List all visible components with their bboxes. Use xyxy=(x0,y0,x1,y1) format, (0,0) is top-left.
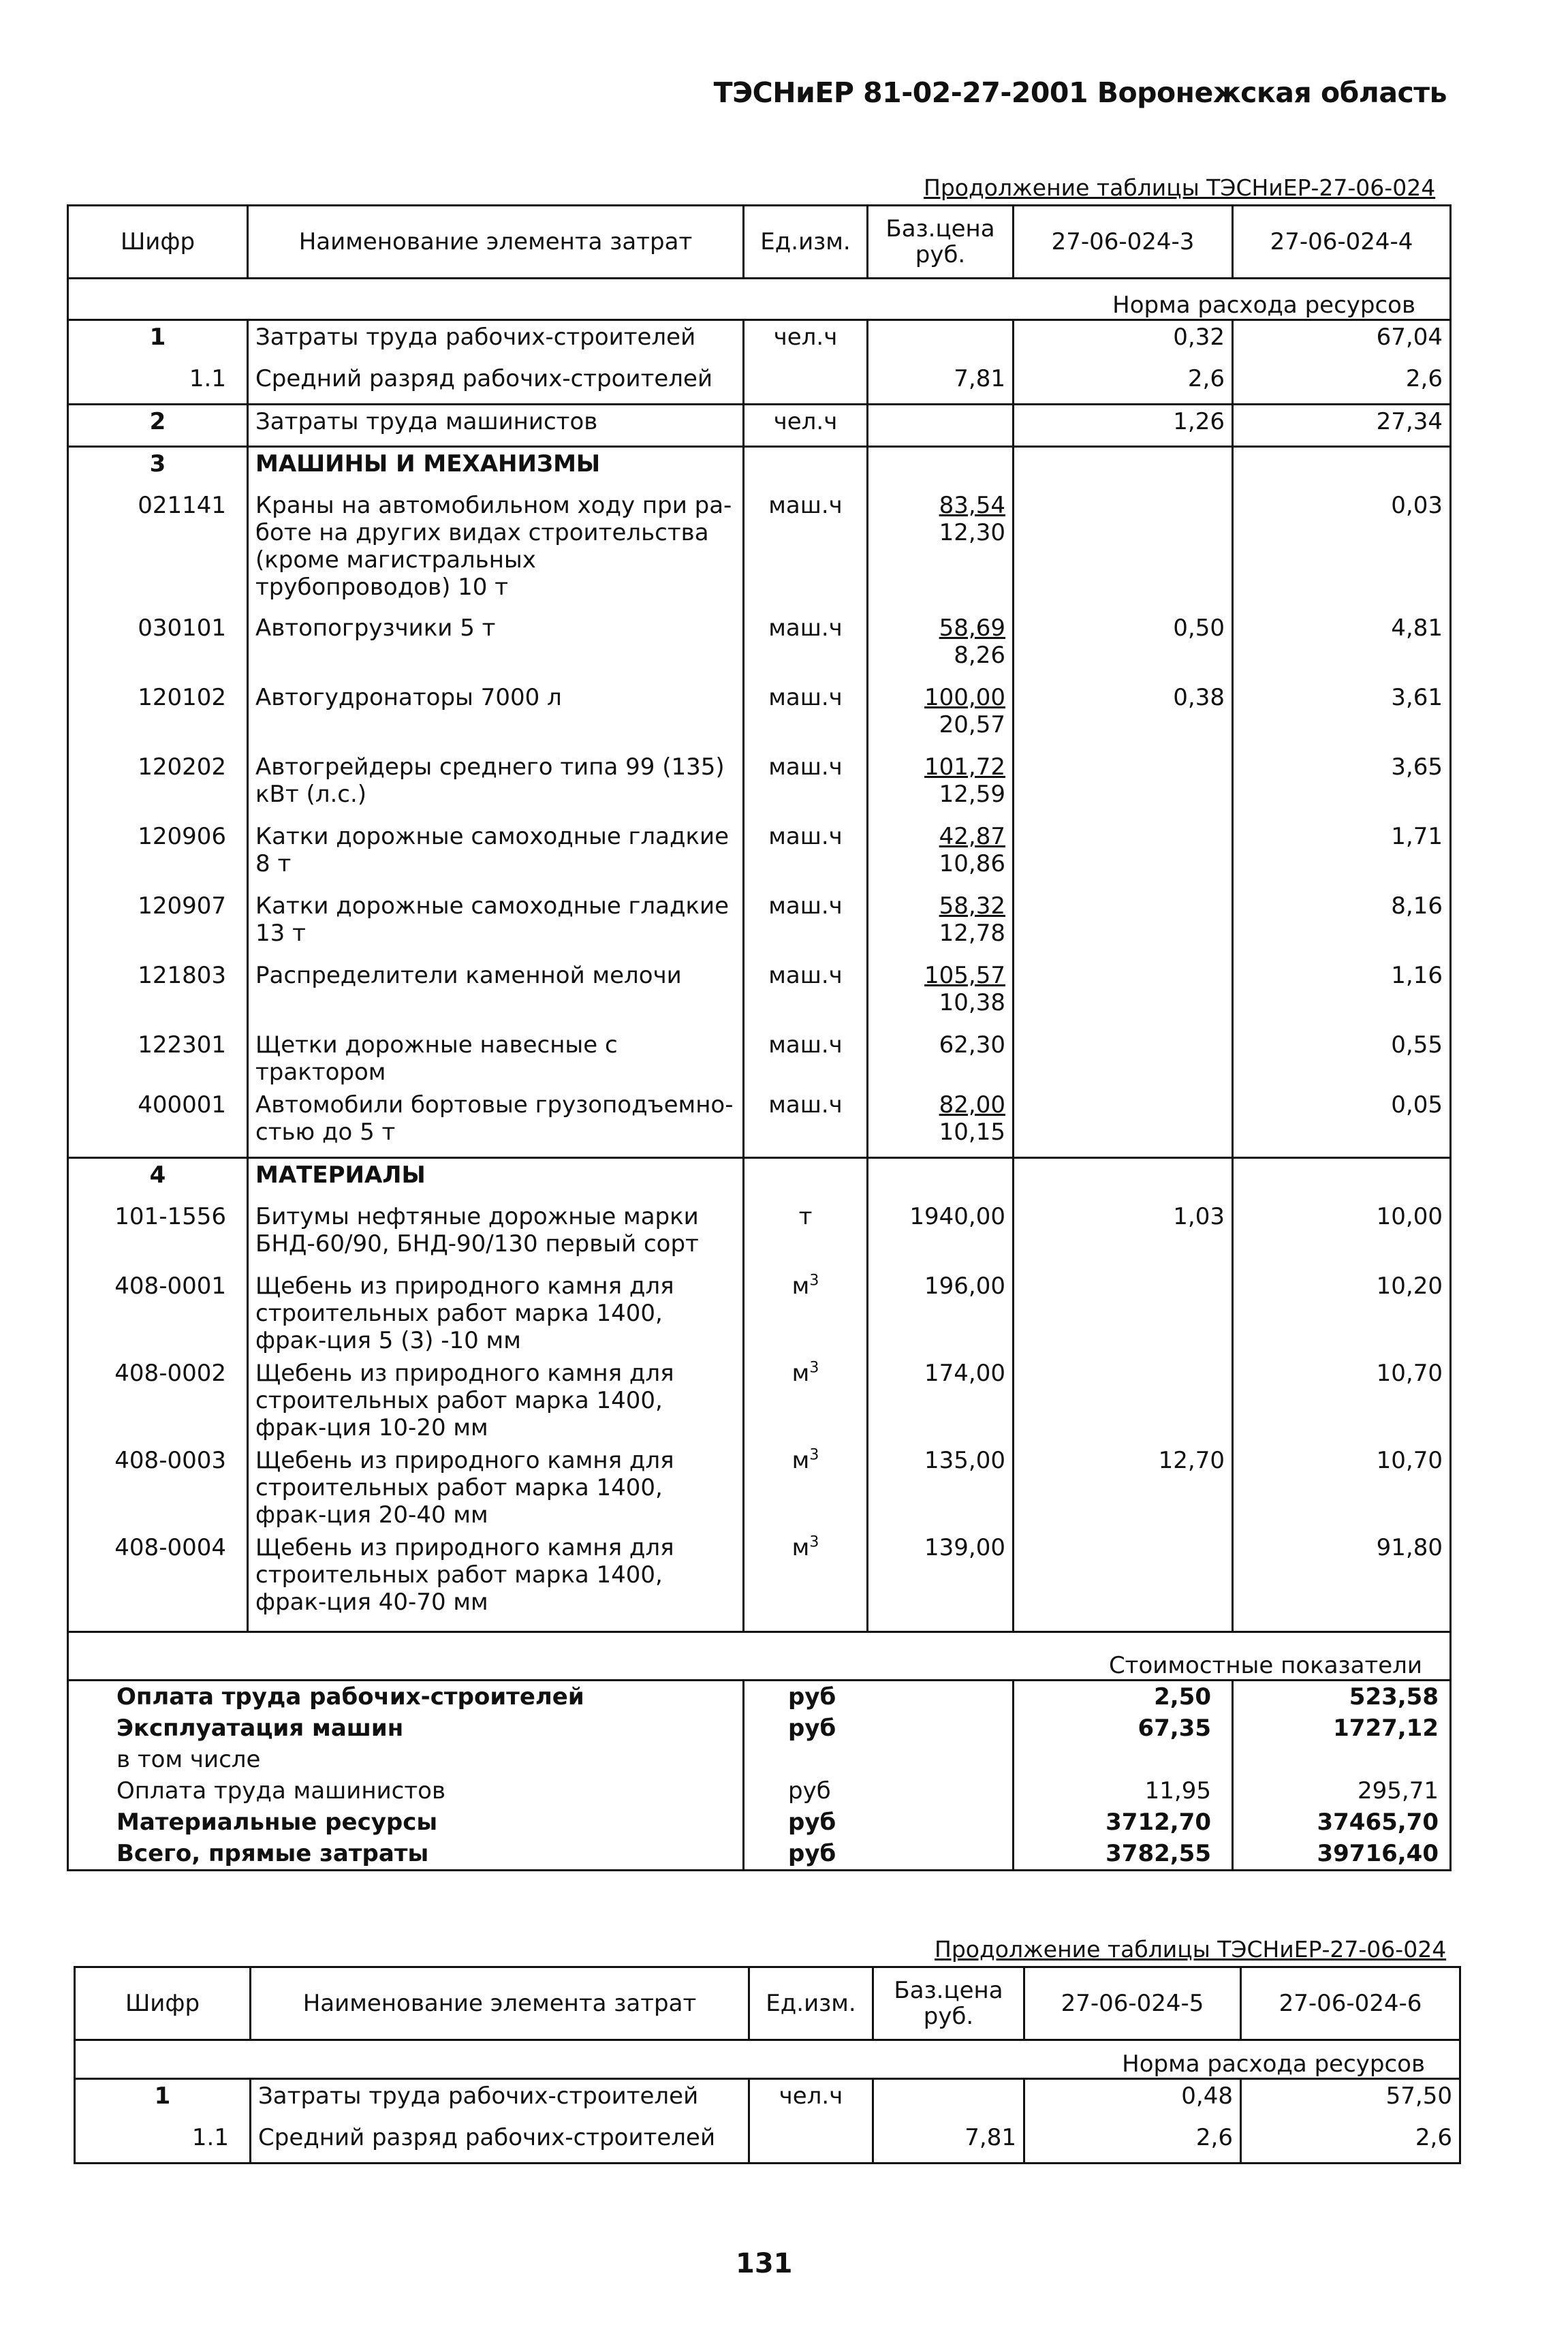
cost-value-variant-4: 295,71 xyxy=(1233,1775,1451,1807)
row-base-price xyxy=(868,405,1014,447)
row-value-variant-3 xyxy=(1014,959,1233,1029)
price-wages: 10,86 xyxy=(939,849,1005,877)
row-value-variant-3 xyxy=(1014,447,1233,489)
row-value-variant-4: 0,03 xyxy=(1233,489,1451,612)
cost-name: Материальные ресурсы xyxy=(68,1807,744,1838)
row-code: 030101 xyxy=(68,612,248,681)
row-name: МАШИНЫ И МЕХАНИЗМЫ xyxy=(248,447,744,489)
row-base-price: 135,00 xyxy=(868,1444,1014,1531)
col-header-code: Шифр xyxy=(68,206,248,279)
price-wages: 12,59 xyxy=(939,780,1005,808)
row-name: Щебень из природного камня для строительных работ марка 1400, фрак-ция 10-20 мм xyxy=(248,1357,744,1444)
table-row xyxy=(68,1029,1451,1089)
row-base-price xyxy=(868,1089,1014,1158)
row-code: 1.1 xyxy=(75,2121,251,2164)
col-header-variant-6: 27-06-024-6 xyxy=(1241,1967,1460,2040)
price-total: 101,72 xyxy=(924,753,1005,781)
row-value-variant-3: 2,6 xyxy=(1014,362,1233,405)
row-value-variant-3 xyxy=(1014,1089,1233,1158)
price-wages: 10,15 xyxy=(939,1118,1005,1146)
row-unit: маш.ч xyxy=(744,751,868,820)
row-value-variant-4: 0,55 xyxy=(1233,1029,1451,1089)
row-code: 120906 xyxy=(68,820,248,890)
unit-superscript: 3 xyxy=(809,1446,819,1464)
row-value-variant-4: 4,81 xyxy=(1233,612,1451,681)
row-unit: маш.ч xyxy=(744,890,868,959)
row-unit: маш.ч xyxy=(744,959,868,1029)
table-row xyxy=(68,447,1451,489)
col-header-code: Шифр xyxy=(75,1967,251,2040)
row-code: 021141 xyxy=(68,489,248,612)
row-name: Автогрейдеры среднего типа 99 (135) кВт (л.с.) xyxy=(248,751,744,820)
table-row xyxy=(68,681,1451,751)
row-value-variant-3 xyxy=(1014,1270,1233,1357)
table-row xyxy=(68,320,1451,362)
row-unit: маш.ч xyxy=(744,612,868,681)
price-total: 105,57 xyxy=(924,961,1005,989)
cost-name: в том числе xyxy=(68,1744,744,1775)
cost-unit: руб xyxy=(744,1838,1014,1871)
price-total: 100,00 xyxy=(924,683,1005,711)
row-name: Краны на автомобильном ходу при ра-боте на других видах строительства (кроме магистральных трубопроводов) 10 т xyxy=(248,489,744,612)
table-row xyxy=(68,489,1451,612)
cost-value-variant-4: 523,58 xyxy=(1233,1681,1451,1713)
row-value-variant-3: 12,70 xyxy=(1014,1444,1233,1531)
row-unit xyxy=(744,362,868,405)
row-base-price xyxy=(868,447,1014,489)
row-value-variant-4: 3,65 xyxy=(1233,751,1451,820)
cost-row xyxy=(68,1681,1451,1713)
row-base-price xyxy=(868,320,1014,362)
row-code: 1.1 xyxy=(68,362,248,405)
row-code: 121803 xyxy=(68,959,248,1029)
row-code: 3 xyxy=(68,447,248,489)
row-value-variant-4: 10,00 xyxy=(1233,1200,1451,1270)
row-value-variant-6: 57,50 xyxy=(1241,2079,1460,2121)
row-unit: $м^3$ xyxy=(744,1531,868,1632)
row-value-variant-3 xyxy=(1014,1531,1233,1632)
cost-row xyxy=(68,1807,1451,1838)
row-code: 408-0001 xyxy=(68,1270,248,1357)
price-wages: 8,26 xyxy=(954,641,1005,669)
col-header-variant-3: 27-06-024-3 xyxy=(1014,206,1233,279)
cost-row xyxy=(68,1713,1451,1744)
row-unit: т xyxy=(744,1200,868,1270)
row-base-price: 139,00 xyxy=(868,1531,1014,1632)
row-name: Затраты труда рабочих-строителей xyxy=(248,320,744,362)
cost-unit: руб xyxy=(744,1713,1014,1744)
price-total: 58,32 xyxy=(939,892,1005,920)
row-base-price: 62,30 xyxy=(868,1029,1014,1089)
row-base-price xyxy=(873,2079,1024,2121)
norm-label: Норма расхода ресурсов xyxy=(68,279,1451,320)
row-value-variant-4: 8,16 xyxy=(1233,890,1451,959)
col-header-name: Наименование элемента затрат xyxy=(251,1967,749,2040)
row-unit: чел.ч xyxy=(744,405,868,447)
table-row xyxy=(75,2079,1460,2121)
row-unit xyxy=(744,1158,868,1200)
row-name: Щебень из природного камня для строительных работ марка 1400, фрак-ция 5 (3) -10 мм xyxy=(248,1270,744,1357)
row-value-variant-3: 1,03 xyxy=(1014,1200,1233,1270)
row-unit: маш.ч xyxy=(744,820,868,890)
row-name: Щебень из природного камня для строительных работ марка 1400, фрак-ция 40-70 мм xyxy=(248,1531,744,1632)
row-value-variant-4 xyxy=(1233,1158,1451,1200)
row-unit: маш.ч xyxy=(744,1089,868,1158)
row-value-variant-3 xyxy=(1014,1357,1233,1444)
col-header-variant-5: 27-06-024-5 xyxy=(1024,1967,1241,2040)
row-value-variant-3: 0,32 xyxy=(1014,320,1233,362)
table1-continuation-label: Продолжение таблицы ТЭСНиЕР-27-06-024 xyxy=(924,174,1436,201)
row-unit: чел.ч xyxy=(749,2079,873,2121)
price-wages: 12,78 xyxy=(939,919,1005,947)
row-unit: маш.ч xyxy=(744,1029,868,1089)
row-value-variant-4: 0,05 xyxy=(1233,1089,1451,1158)
row-value-variant-4: 10,70 xyxy=(1233,1357,1451,1444)
document-header-title: ТЭСНиЕР 81-02-27-2001 Воронежская область xyxy=(713,76,1447,109)
row-code: 1 xyxy=(75,2079,251,2121)
row-value-variant-4: 3,61 xyxy=(1233,681,1451,751)
table-row xyxy=(68,1444,1451,1531)
row-code: 408-0004 xyxy=(68,1531,248,1632)
cost-value-variant-3: 2,50 xyxy=(1014,1681,1233,1713)
cost-row xyxy=(68,1744,1451,1775)
row-name: Катки дорожные самоходные гладкие 8 т xyxy=(248,820,744,890)
cost-name: Оплата труда рабочих-строителей xyxy=(68,1681,744,1713)
row-value-variant-4: 2,6 xyxy=(1233,362,1451,405)
row-unit: маш.ч xyxy=(744,681,868,751)
row-base-price: 7,81 xyxy=(868,362,1014,405)
row-base-price: 196,00 xyxy=(868,1270,1014,1357)
row-unit: $м^3$ xyxy=(744,1444,868,1531)
row-base-price xyxy=(868,489,1014,612)
row-base-price xyxy=(868,959,1014,1029)
cost-value-variant-3 xyxy=(1014,1744,1233,1775)
cost-unit: руб xyxy=(744,1775,1014,1807)
cost-value-variant-4: 39716,40 xyxy=(1233,1838,1451,1871)
price-total: 42,87 xyxy=(939,822,1005,850)
cost-header-row xyxy=(68,1632,1451,1681)
row-unit: чел.ч xyxy=(744,320,868,362)
unit-superscript: 3 xyxy=(809,1533,819,1551)
row-name: Автогудронаторы 7000 л xyxy=(248,681,744,751)
row-base-price xyxy=(868,612,1014,681)
row-base-price xyxy=(868,1158,1014,1200)
row-base-price: 174,00 xyxy=(868,1357,1014,1444)
cost-unit xyxy=(744,1744,1014,1775)
row-unit: $м^3$ xyxy=(744,1357,868,1444)
row-code: 2 xyxy=(68,405,248,447)
row-code: 122301 xyxy=(68,1029,248,1089)
row-name: Распределители каменной мелочи xyxy=(248,959,744,1029)
cost-label: Стоимостные показатели xyxy=(68,1632,1451,1681)
row-base-price xyxy=(868,751,1014,820)
row-name: Битумы нефтяные дорожные марки БНД-60/90, БНД-90/130 первый сорт xyxy=(248,1200,744,1270)
price-total: 83,54 xyxy=(939,491,1005,519)
row-code: 101-1556 xyxy=(68,1200,248,1270)
col-header-price: Баз.цена руб. xyxy=(873,1967,1024,2040)
row-value-variant-4: 91,80 xyxy=(1233,1531,1451,1632)
row-name: Катки дорожные самоходные гладкие 13 т xyxy=(248,890,744,959)
table-row xyxy=(68,890,1451,959)
row-value-variant-4: 67,04 xyxy=(1233,320,1451,362)
cost-row xyxy=(68,1838,1451,1871)
table-row xyxy=(68,362,1451,405)
row-value-variant-3 xyxy=(1014,489,1233,612)
cost-value-variant-4 xyxy=(1233,1744,1451,1775)
cost-value-variant-3: 67,35 xyxy=(1014,1713,1233,1744)
table-row xyxy=(68,1357,1451,1444)
row-name: Средний разряд рабочих-строителей xyxy=(248,362,744,405)
row-name: Щебень из природного камня для строительных работ марка 1400, фрак-ция 20-40 мм xyxy=(248,1444,744,1531)
row-value-variant-3 xyxy=(1014,820,1233,890)
row-value-variant-4 xyxy=(1233,447,1451,489)
table-row xyxy=(68,751,1451,820)
col-header-unit: Ед.изм. xyxy=(744,206,868,279)
cost-name: Оплата труда машинистов xyxy=(68,1775,744,1807)
table-row xyxy=(68,1089,1451,1158)
row-unit: маш.ч xyxy=(744,489,868,612)
row-code: 1 xyxy=(68,320,248,362)
row-code: 120202 xyxy=(68,751,248,820)
cost-value-variant-3: 11,95 xyxy=(1014,1775,1233,1807)
row-name: Автопогрузчики 5 т xyxy=(248,612,744,681)
row-value-variant-3: 1,26 xyxy=(1014,405,1233,447)
row-base-price xyxy=(868,820,1014,890)
table-row xyxy=(68,612,1451,681)
table-row xyxy=(75,2121,1460,2164)
row-code: 400001 xyxy=(68,1089,248,1158)
row-name: Затраты труда рабочих-строителей xyxy=(251,2079,749,2121)
row-name: Автомобили бортовые грузоподъемно-стью до 5 т xyxy=(248,1089,744,1158)
row-base-price: 7,81 xyxy=(873,2121,1024,2164)
cost-value-variant-4: 1727,12 xyxy=(1233,1713,1451,1744)
row-value-variant-5: 0,48 xyxy=(1024,2079,1241,2121)
col-header-name: Наименование элемента затрат xyxy=(248,206,744,279)
cost-unit: руб xyxy=(744,1681,1014,1713)
cost-value-variant-4: 37465,70 xyxy=(1233,1807,1451,1838)
row-name: Средний разряд рабочих-строителей xyxy=(251,2121,749,2164)
price-total: 82,00 xyxy=(939,1091,1005,1119)
row-code: 4 xyxy=(68,1158,248,1200)
row-value-variant-3 xyxy=(1014,1158,1233,1200)
row-value-variant-4: 10,20 xyxy=(1233,1270,1451,1357)
col-header-unit: Ед.изм. xyxy=(749,1967,873,2040)
cost-name: Эксплуатация машин xyxy=(68,1713,744,1744)
row-value-variant-3 xyxy=(1014,890,1233,959)
cost-name: Всего, прямые затраты xyxy=(68,1838,744,1871)
row-base-price xyxy=(868,890,1014,959)
table-row xyxy=(68,959,1451,1029)
price-wages: 20,57 xyxy=(939,711,1005,738)
cost-row xyxy=(68,1775,1451,1807)
price-total: 58,69 xyxy=(939,614,1005,642)
row-code: 408-0002 xyxy=(68,1357,248,1444)
row-name: Щетки дорожные навесные с трактором xyxy=(248,1029,744,1089)
row-code: 408-0003 xyxy=(68,1444,248,1531)
cost-unit: руб xyxy=(744,1807,1014,1838)
cost-value-variant-3: 3782,55 xyxy=(1014,1838,1233,1871)
table-row xyxy=(68,1270,1451,1357)
row-name: МАТЕРИАЛЫ xyxy=(248,1158,744,1200)
table-row xyxy=(68,1531,1451,1632)
resource-table-1 xyxy=(67,204,1452,1871)
row-unit xyxy=(744,447,868,489)
col-header-price: Баз.цена руб. xyxy=(868,206,1014,279)
row-value-variant-4: 1,71 xyxy=(1233,820,1451,890)
norm-label: Норма расхода ресурсов xyxy=(75,2040,1460,2079)
row-base-price xyxy=(868,681,1014,751)
price-wages: 10,38 xyxy=(939,988,1005,1016)
row-unit xyxy=(749,2121,873,2164)
price-wages: 12,30 xyxy=(939,518,1005,546)
row-value-variant-3: 0,50 xyxy=(1014,612,1233,681)
table-row xyxy=(68,1158,1451,1200)
table-row xyxy=(68,1200,1451,1270)
row-code: 120102 xyxy=(68,681,248,751)
row-value-variant-6: 2,6 xyxy=(1241,2121,1460,2164)
table-row xyxy=(68,820,1451,890)
row-unit: $м^3$ xyxy=(744,1270,868,1357)
unit-superscript: 3 xyxy=(809,1272,819,1290)
unit-superscript: 3 xyxy=(809,1359,819,1377)
row-value-variant-3 xyxy=(1014,1029,1233,1089)
page-number: 131 xyxy=(736,2248,793,2279)
col-header-variant-4: 27-06-024-4 xyxy=(1233,206,1451,279)
row-value-variant-5: 2,6 xyxy=(1024,2121,1241,2164)
row-name: Затраты труда машинистов xyxy=(248,405,744,447)
row-code: 120907 xyxy=(68,890,248,959)
row-value-variant-3 xyxy=(1014,751,1233,820)
row-value-variant-3: 0,38 xyxy=(1014,681,1233,751)
row-value-variant-4: 27,34 xyxy=(1233,405,1451,447)
row-value-variant-4: 10,70 xyxy=(1233,1444,1451,1531)
row-value-variant-4: 1,16 xyxy=(1233,959,1451,1029)
table2-continuation-label: Продолжение таблицы ТЭСНиЕР-27-06-024 xyxy=(935,1936,1447,1963)
cost-value-variant-3: 3712,70 xyxy=(1014,1807,1233,1838)
row-base-price: 1940,00 xyxy=(868,1200,1014,1270)
table-row xyxy=(68,405,1451,447)
resource-table-2 xyxy=(74,1966,1461,2164)
